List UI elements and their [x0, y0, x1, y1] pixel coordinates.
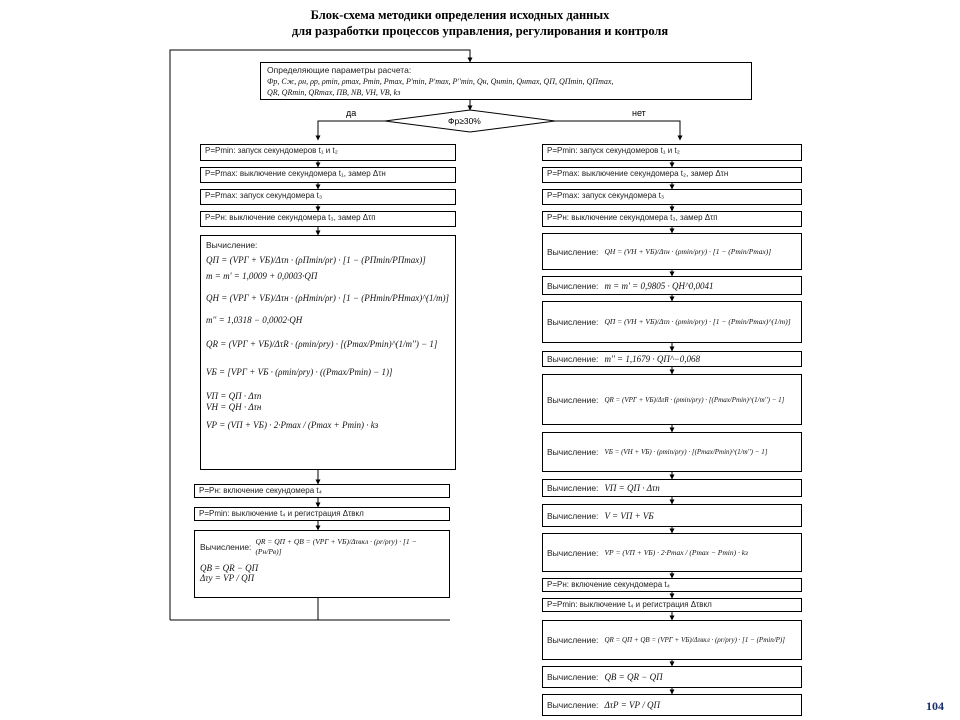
parameters-heading: Определяющие параметры расчета: [267, 65, 412, 75]
left-calc2-block [194, 530, 450, 598]
right-step-1: Р=Рmin: запуск секундомеров t₁ и t₂ [542, 144, 802, 161]
right-step-6: Р=Рmin: выключение t₄ и регистрация Δτвкл [542, 598, 802, 612]
right-calc-7 [542, 479, 802, 497]
page-number: 104 [926, 699, 944, 713]
right-calc-8-formula: V = VП + VБ [604, 510, 654, 521]
left-calc-block [200, 235, 456, 470]
right-calc-5-formula: QR = (VРГ + VБ)/ΔτR · (ρmin/ρrу) · [(Pmax/Pmin)^(1/m'') − 1] [604, 395, 785, 404]
right-calc-9 [542, 533, 802, 572]
left-calc2-formula-2: QВ = QR − QП [200, 563, 259, 573]
left-step-6: Р=Рmin: выключение t₄ и регистрация Δτвкл [194, 507, 450, 521]
left-step-1: Р=Рmin: запуск секундомеров t₁ и t₂ [200, 144, 456, 161]
right-calc-4-formula: m'' = 1,1679 · QП^−0,068 [604, 354, 700, 364]
left-formula-3: QН = (VРГ + VБ)/Δτн · (ρНmin/ρr) · [1 − (PНmin/PНmax)^(1/m)] [206, 293, 450, 303]
page-title-line2: для разработки процессов управления, регулирования и контроля [291, 24, 669, 38]
left-formula-6: VБ = [VРГ + VБ · (ρmin/ρrу) · ((Pmax/Pmin) − 1)] [206, 367, 393, 377]
right-calc-10-label: Вычисление: [547, 635, 599, 645]
right-calc-11 [542, 666, 802, 688]
right-calc-2-formula: m = m' = 0,9805 · QН^0,0041 [604, 280, 714, 291]
right-calc-6-label: Вычисление: [547, 447, 599, 457]
right-calc-4 [542, 351, 802, 367]
left-step-4: Р=Рн: выключение секундомера t₃, замер Δτп [200, 211, 456, 227]
right-calc-1-formula: QН = (VН + VБ)/Δτн · (ρmin/ρrу) · [1 − (Pmin/Pmax)] [604, 246, 772, 256]
left-step-3: Р=Рmax: запуск секундомера t₃ [200, 189, 456, 205]
parameters-line-2: Фр, Сж, ρн, ρр, ρmin, ρmax, Рmin, Рmax, Р'min, Р'max, Р''min, Qн, Qнmin, Qнmax, QП, QПmin, QПmax, [267, 77, 614, 86]
right-calc-9-label: Вычисление: [547, 547, 599, 558]
right-calc-6 [542, 432, 802, 472]
right-calc-6-formula: VБ = (VН + VБ) · (ρmin/ρrу) · [(Pmax/Pmin)^(1/m'') − 1] [604, 448, 768, 456]
left-formula-9: VР = (VП + VБ) · 2·Pmax / (Pmax + Pmin) · kз [206, 420, 379, 430]
right-step-2: Р=Рmax: выключение секундомера t₂, замер Δτн [542, 167, 802, 183]
right-calc-2-label: Вычисление: [547, 280, 599, 291]
right-calc-3 [542, 301, 802, 343]
left-calc-formulas [206, 255, 450, 430]
left-calc2-formula-3: Δτу = VР / QП [200, 573, 255, 583]
left-calc2-label: Вычисление: [200, 542, 252, 552]
left-formula-5: QR = (VРГ + VБ)/ΔτR · (ρmin/ρrу) · [(Pmax/Pmin)^(1/m'') − 1] [206, 339, 438, 349]
right-calc-1 [542, 233, 802, 270]
left-step-5: Р=Рн: включение секундомера t₄ [194, 484, 450, 498]
right-calc-7-formula: VП = QП · Δτп [604, 483, 660, 493]
left-formula-7: VП = QП · Δτп [206, 391, 262, 401]
left-calc2-formula-1: QR = QП + QВ = (VРГ + VБ)/Δτвкл · (ρr/ρrу) · [1 − (Pн/Pв)] [255, 537, 417, 556]
right-calc-3-formula: QП = (VН + VБ)/Δτп · (ρmin/ρrу) · [1 − (Pmin/Pmax)^(1/m)] [604, 317, 791, 326]
left-step-2: Р=Рmax: выключение секундомера t₁, замер Δτн [200, 167, 456, 183]
right-calc-10 [542, 620, 802, 660]
page-title-line1: Блок-схема методики определения исходных данных [310, 8, 610, 22]
right-step-4: Р=Рн: выключение секундомера t₃, замер Δτп [542, 211, 802, 227]
left-formula-8: VН = QН · Δτн [206, 402, 262, 412]
decision-yes-label: да [346, 108, 357, 118]
decision-no-label: нет [632, 108, 646, 118]
right-calc-9-formula: VР = (VП + VБ) · 2·Pmax / (Pmax − Pmin) · kз [604, 547, 748, 557]
right-calc-10-formula: QR = QП + QВ = (VРГ + VБ)/Δτвкл · (ρr/ρrу) · [1 − (Pmin/P)] [604, 636, 785, 644]
right-calc-11-formula: QВ = QR − QП [604, 672, 663, 682]
left-formula-2: m = m' = 1,0009 + 0,0003·QП [206, 271, 318, 281]
right-calc-8-label: Вычисление: [547, 510, 599, 521]
right-step-5: Р=Рн: включение секундомера t₄ [542, 578, 802, 592]
right-calc-12-label: Вычисление: [547, 700, 599, 710]
right-calc-2 [542, 276, 802, 295]
right-calc-5 [542, 374, 802, 425]
right-calc-7-label: Вычисление: [547, 483, 599, 493]
right-calc-11-label: Вычисление: [547, 672, 599, 682]
left-calc-label: Вычисление: [206, 240, 258, 250]
right-calc-4-label: Вычисление: [547, 354, 599, 364]
parameters-box [260, 62, 752, 100]
left-formula-4: m'' = 1,0318 − 0,0002·QН [206, 315, 303, 325]
right-calc-8 [542, 504, 802, 527]
right-calc-12 [542, 694, 802, 716]
right-calc-3-label: Вычисление: [547, 317, 599, 327]
right-calc-1-label: Вычисление: [547, 246, 599, 257]
right-calc-12-formula: ΔτР = VР / QП [604, 700, 661, 710]
parameters-line-3: QR, QRmin, QRmax, ПВ, NВ, VН, VВ, kз [267, 88, 401, 97]
right-calc-5-label: Вычисление: [547, 394, 599, 405]
right-step-3: Р=Рmax: запуск секундомера t₃ [542, 189, 802, 205]
decision-text: Фр≥30% [448, 116, 481, 126]
left-formula-1: QП = (VРГ + VБ)/Δτп · (ρПmin/ρr) · [1 − (PПmin/PПmax)] [206, 255, 426, 265]
